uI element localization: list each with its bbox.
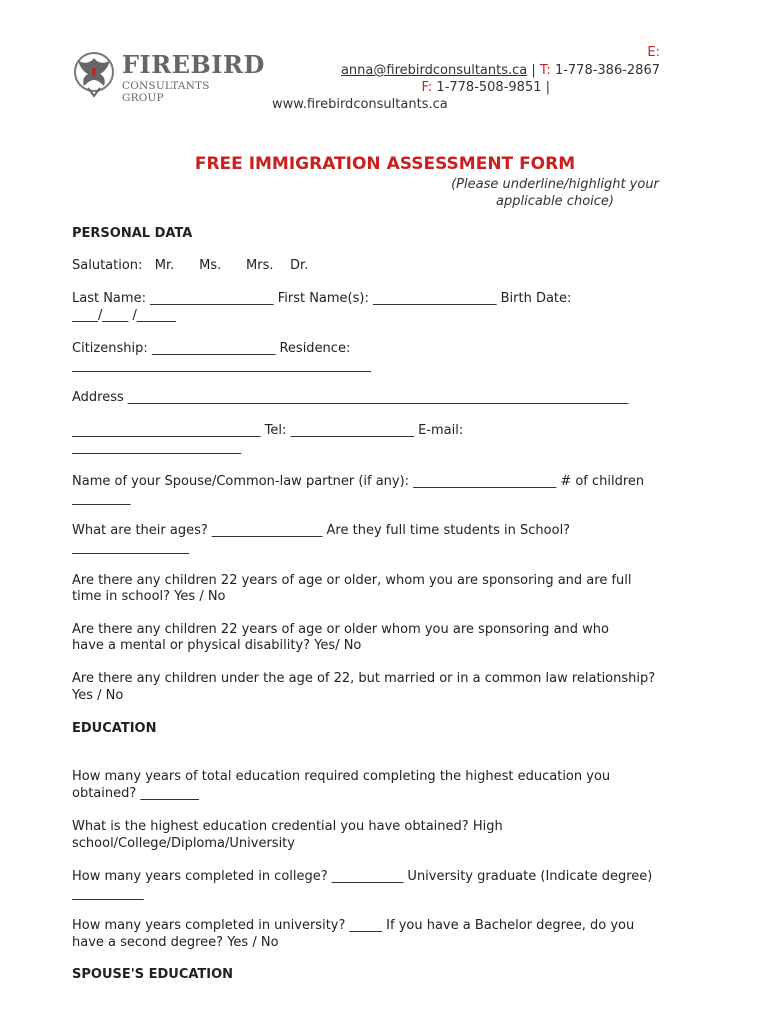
citizenship-line-1: Citizenship: ___________________ Residence: — [72, 341, 351, 356]
education-college-line-1: How many years completed in college? ___________ University graduate (Indicate degree) — [72, 869, 653, 884]
email-label: E: — [647, 45, 660, 60]
name-line-1: Last Name: ___________________ First Name(s): ___________________ Birth Date: — [72, 291, 572, 306]
education-heading: EDUCATION — [72, 721, 157, 736]
contact-email-label-line — [270, 45, 660, 60]
ages-line-2: __________________ — [72, 540, 189, 555]
name-line-2: ____/____ /______ — [72, 308, 176, 323]
children-married-line-2: Yes / No — [72, 688, 124, 703]
spouse-line-1: Name of your Spouse/Common-law partner (if any): ______________________ # of children — [72, 474, 645, 489]
firebird-logo — [72, 50, 265, 104]
logo-subtitle: CONSULTANTS GROUP — [122, 80, 210, 104]
personal-data-heading: PERSONAL DATA — [72, 226, 193, 241]
children-married-line-1: Are there any children under the age of 22, but married or in a common law relationship? — [72, 671, 656, 686]
children-school-line-2: time in school? Yes / No — [72, 589, 226, 604]
email-link[interactable]: anna@firebirdconsultants.ca — [340, 63, 528, 78]
tel-email-line-1: _____________________________ Tel: ___________________ E-mail: — [72, 423, 464, 438]
citizenship-line-2: ______________________________________________ — [72, 358, 371, 373]
education-university-line-1: How many years completed in university? _____ If you have a Bachelor degree, do you — [72, 918, 635, 933]
education-university-line-2: have a second degree? Yes / No — [72, 935, 279, 950]
form-note-line2: applicable choice) — [496, 194, 614, 209]
education-total-line-2: obtained? _________ — [72, 786, 199, 801]
salutation-line: Salutation: Mr. Ms. Mrs. Dr. — [72, 258, 309, 273]
education-total-line-1: How many years of total education required completing the highest education you — [72, 769, 611, 784]
contact-separator: | — [527, 63, 540, 78]
fax-value: 1-778-508-9851 | — [432, 80, 550, 95]
website-link[interactable]: www.firebirdconsultants.ca — [272, 97, 448, 112]
children-disability-line-2: have a mental or physical disability? Yes/ No — [72, 638, 362, 653]
education-college-line-2: ___________ — [72, 886, 144, 901]
contact-email-tel-line — [270, 63, 660, 78]
form-title: FREE IMMIGRATION ASSESSMENT FORM — [194, 154, 576, 174]
logo-name: FIREBIRD — [122, 50, 265, 79]
children-disability-line-1: Are there any children 22 years of age or older whom you are sponsoring and who — [72, 622, 609, 637]
ages-line-1: What are their ages? _________________ Are they full time students in School? — [72, 523, 571, 538]
tel-email-line-2: __________________________ — [72, 440, 241, 455]
education-credential-line-2: school/College/Diploma/University — [72, 836, 295, 851]
firebird-emblem-icon — [72, 50, 116, 98]
fax-label: F: — [421, 80, 433, 95]
tel-label: T: — [539, 63, 551, 78]
spouse-line-2: _________ — [72, 491, 131, 506]
contact-fax-line — [270, 80, 550, 95]
tel-value: 1-778-386-2867 — [550, 63, 660, 78]
children-school-line-1: Are there any children 22 years of age or older, whom you are sponsoring and are full — [72, 573, 632, 588]
address-line: Address _____________________________________________________________________________ — [72, 390, 629, 405]
form-note-line1: (Please underline/highlight your — [451, 177, 659, 192]
education-credential-line-1: What is the highest education credential you have obtained? High — [72, 819, 503, 834]
spouse-education-heading: SPOUSE'S EDUCATION — [72, 967, 234, 982]
